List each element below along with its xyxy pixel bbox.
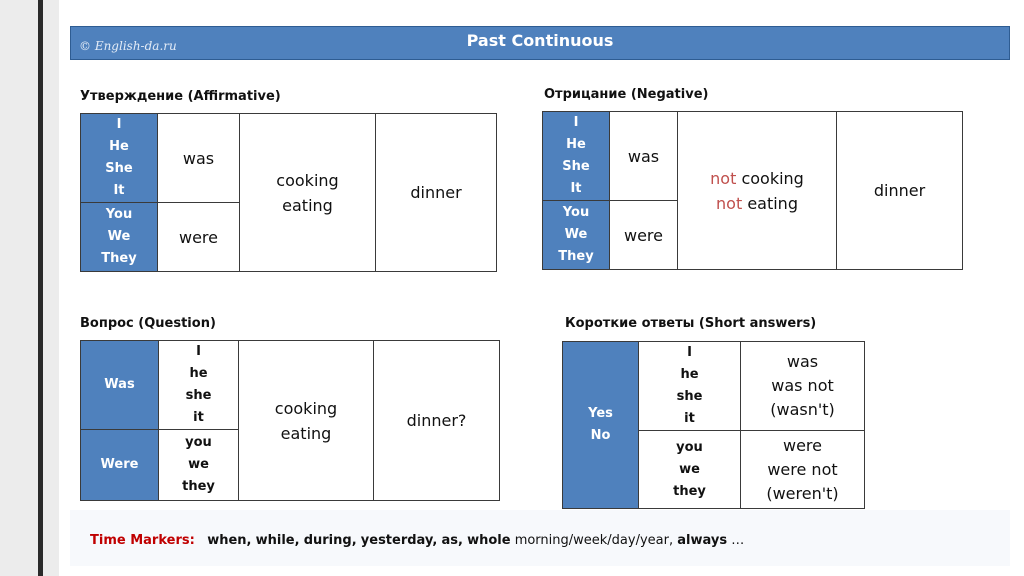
pronoun: He [566, 137, 586, 152]
pronoun-cell-singular [543, 112, 610, 201]
marker-word: whole [467, 533, 511, 548]
pronoun: I [116, 117, 122, 132]
answer: (weren't) [766, 483, 839, 503]
pronoun-cell-plural [639, 431, 741, 509]
pronoun-cell-singular [81, 114, 158, 203]
pronoun: I [687, 345, 692, 360]
negative-title: Отрицание (Negative) [544, 87, 709, 102]
answer: was not [771, 376, 834, 395]
answer: were [783, 435, 822, 455]
pronoun: You [562, 205, 590, 220]
verb: eating [282, 195, 333, 215]
pronoun: They [101, 251, 137, 266]
aux-were-cell: were [158, 203, 240, 272]
pronoun: they [673, 483, 706, 499]
pronoun: it [193, 410, 204, 425]
object-cell: dinner [837, 112, 963, 270]
pronoun: she [676, 389, 703, 404]
verb: eating [280, 423, 332, 443]
time-markers-label: Time Markers: [90, 533, 195, 548]
aux-was-cell: was [610, 112, 678, 201]
affirmative-title: Утверждение (Affirmative) [80, 89, 281, 104]
answer-cell-singular [741, 342, 865, 431]
verb: eating [747, 193, 798, 213]
left-edge-bar [38, 0, 43, 576]
pronoun: it [684, 411, 695, 426]
yes-no-cell [563, 342, 639, 509]
title-banner [70, 26, 1010, 60]
pronoun: It [570, 181, 582, 196]
affirmative-table [80, 113, 497, 272]
marker-ellipsis: … [731, 533, 745, 548]
marker-periods: morning/week/day/year, [514, 533, 674, 548]
question-table [80, 340, 500, 501]
verb: cooking [276, 170, 339, 190]
answer: was [786, 352, 819, 371]
pronoun: We [564, 227, 588, 242]
marker-word: as, [441, 533, 463, 548]
pronoun: he [680, 367, 699, 382]
time-markers-line [90, 533, 744, 548]
credit-watermark: © English-da.ru [79, 39, 177, 53]
verb: cooking [741, 168, 804, 188]
pronoun: He [109, 139, 129, 154]
answer-cell-plural [741, 431, 865, 509]
marker-word: during, [303, 533, 357, 548]
pronoun: we [679, 461, 700, 477]
pronoun-cell-plural [543, 201, 610, 270]
negated-verb [678, 166, 836, 191]
pronoun: you [185, 435, 212, 450]
question-title: Вопрос (Question) [80, 316, 216, 331]
marker-word: while, [255, 533, 300, 548]
aux-were-cell: were [610, 201, 678, 270]
pronoun: he [189, 366, 208, 381]
no-label: No [590, 428, 611, 443]
pronoun: she [185, 388, 212, 403]
verb-cell [239, 341, 374, 501]
pronoun: It [113, 183, 125, 198]
aux-were-cell: Were [81, 430, 159, 501]
pronoun: We [107, 229, 131, 244]
aux-was-cell: was [158, 114, 240, 203]
negated-verb-cell [678, 112, 837, 270]
marker-word: always [677, 533, 728, 548]
pronoun: they [182, 479, 215, 494]
pronoun: They [558, 249, 594, 264]
short-answers-title: Короткие ответы (Short answers) [565, 316, 817, 331]
pronoun: She [562, 159, 590, 174]
yes-label: Yes [588, 406, 613, 421]
negation-word: not [716, 193, 743, 213]
pronoun: you [676, 439, 703, 455]
pronoun: I [196, 344, 201, 359]
pronoun-cell-plural [81, 203, 158, 272]
marker-word: yesterday, [360, 533, 438, 548]
pronoun: She [105, 161, 133, 176]
pronoun: I [573, 115, 579, 130]
verb-cell [240, 114, 376, 272]
negation-word: not [710, 168, 737, 188]
short-answers-table [562, 341, 865, 509]
pronoun-cell-singular [639, 342, 741, 431]
object-cell: dinner [376, 114, 497, 272]
verb: cooking [274, 398, 338, 418]
pronoun-cell-singular [159, 341, 239, 430]
pronoun: we [188, 457, 209, 472]
object-cell: dinner? [374, 341, 500, 501]
answer: (wasn't) [770, 400, 835, 419]
marker-word: when, [207, 533, 252, 548]
negative-table [542, 111, 963, 270]
pronoun: You [105, 207, 133, 222]
negated-verb [678, 191, 836, 216]
aux-was-cell: Was [81, 341, 159, 430]
answer: were not [767, 459, 838, 479]
page-title: Past Continuous [466, 31, 614, 50]
pronoun-cell-plural [159, 430, 239, 501]
